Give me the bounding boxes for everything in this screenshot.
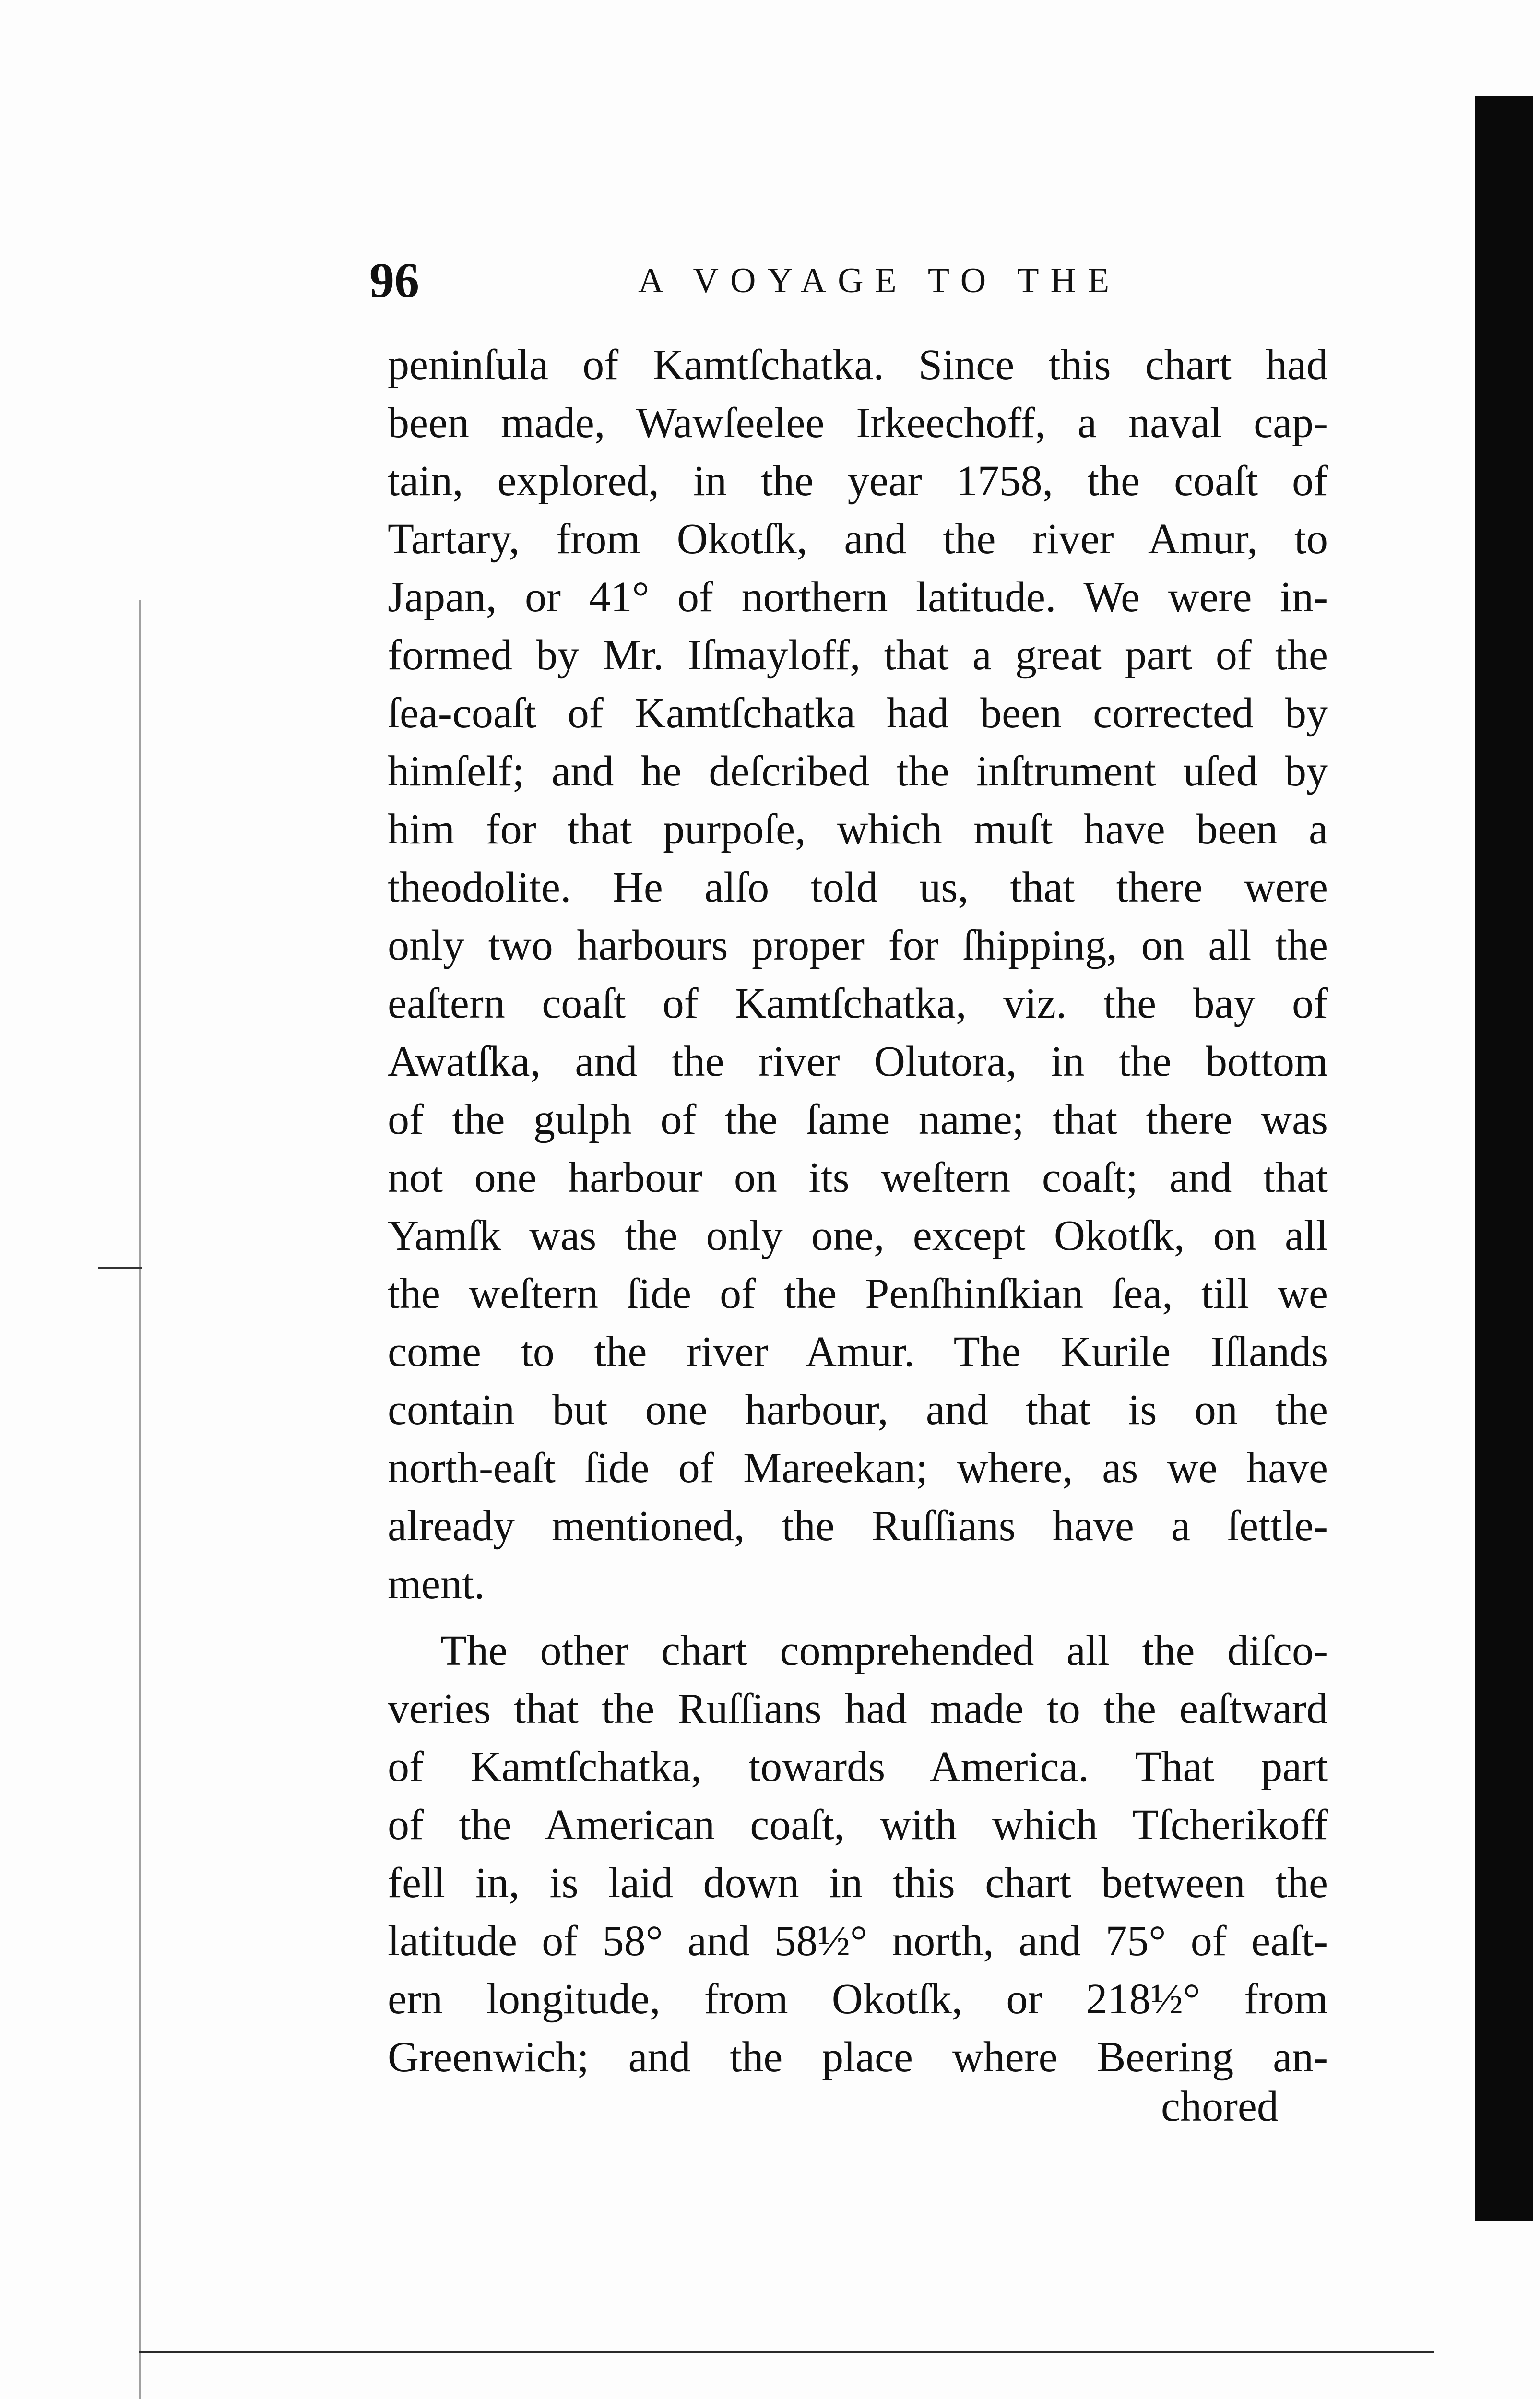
paragraph xyxy=(388,1622,1328,2086)
body-text xyxy=(388,336,1328,2086)
text-line: of the American coaſt, with which Tſcherikoff xyxy=(388,1801,1328,1849)
text-line: Yamſk was the only one, except Okotſk, on all xyxy=(388,1212,1328,1259)
text-line: peninſula of Kamtſchatka. Since this chart had xyxy=(388,341,1328,389)
text-line: theodolite. He alſo told us, that there were xyxy=(388,864,1328,911)
text-line: him for that purpoſe, which muſt have been a xyxy=(388,806,1328,853)
page-number: 96 xyxy=(369,253,419,308)
left-margin-rule xyxy=(139,600,141,2399)
text-line: contain but one harbour, and that is on the xyxy=(388,1386,1328,1434)
text-line: fell in, is laid down in this chart between the xyxy=(388,1859,1328,1907)
text-line: come to the river Amur. The Kurile Iſlands xyxy=(388,1328,1328,1376)
text-line: Greenwich; and the place where Beering an- xyxy=(388,2033,1328,2081)
text-line: Awatſka, and the river Olutora, in the bottom xyxy=(388,1038,1328,1085)
text-line: ſea-coaſt of Kamtſchatka had been corrected by xyxy=(388,689,1328,737)
catchword: chored xyxy=(1161,2083,1279,2130)
spine-shadow xyxy=(1475,96,1533,2221)
text-line: eaſtern coaſt of Kamtſchatka, viz. the bay of xyxy=(388,980,1328,1027)
text-line: veries that the Ruſſians had made to the eaſtward xyxy=(388,1685,1328,1733)
text-line: of the gulph of the ſame name; that there was xyxy=(388,1096,1328,1143)
text-line: himſelf; and he deſcribed the inſtrument uſed by xyxy=(388,748,1328,795)
text-line: ment. xyxy=(388,1560,485,1608)
text-line: The other chart comprehended all the diſco- xyxy=(440,1627,1328,1675)
page-header xyxy=(369,249,1281,312)
text-line: north-eaſt ſide of Mareekan; where, as we have xyxy=(388,1444,1328,1492)
left-margin-tick xyxy=(98,1267,142,1269)
running-head: A VOYAGE TO THE xyxy=(638,261,1121,300)
text-line: the weſtern ſide of the Penſhinſkian ſea, till we xyxy=(388,1270,1328,1318)
bottom-rule xyxy=(139,2351,1434,2353)
text-line: already mentioned, the Ruſſians have a ſettle- xyxy=(388,1502,1328,1550)
text-line: been made, Wawſeelee Irkeechoff, a naval cap- xyxy=(388,399,1328,447)
text-line: formed by Mr. Iſmayloff, that a great part of the xyxy=(388,631,1328,679)
text-line: not one harbour on its weſtern coaſt; and that xyxy=(388,1154,1328,1201)
text-line: of Kamtſchatka, towards America. That part xyxy=(388,1743,1328,1791)
paragraph-gap xyxy=(388,1613,1328,1622)
text-line: ern longitude, from Okotſk, or 218½° from xyxy=(388,1975,1328,2023)
text-line: Japan, or 41° of northern latitude. We were in- xyxy=(388,573,1328,621)
text-line: only two harbours proper for ſhipping, on all the xyxy=(388,922,1328,969)
text-line: latitude of 58° and 58½° north, and 75° of eaſt- xyxy=(388,1917,1328,1965)
text-line: tain, explored, in the year 1758, the coaſt of xyxy=(388,457,1328,505)
text-line: Tartary, from Okotſk, and the river Amur, to xyxy=(388,515,1328,563)
paragraph xyxy=(388,336,1328,1613)
